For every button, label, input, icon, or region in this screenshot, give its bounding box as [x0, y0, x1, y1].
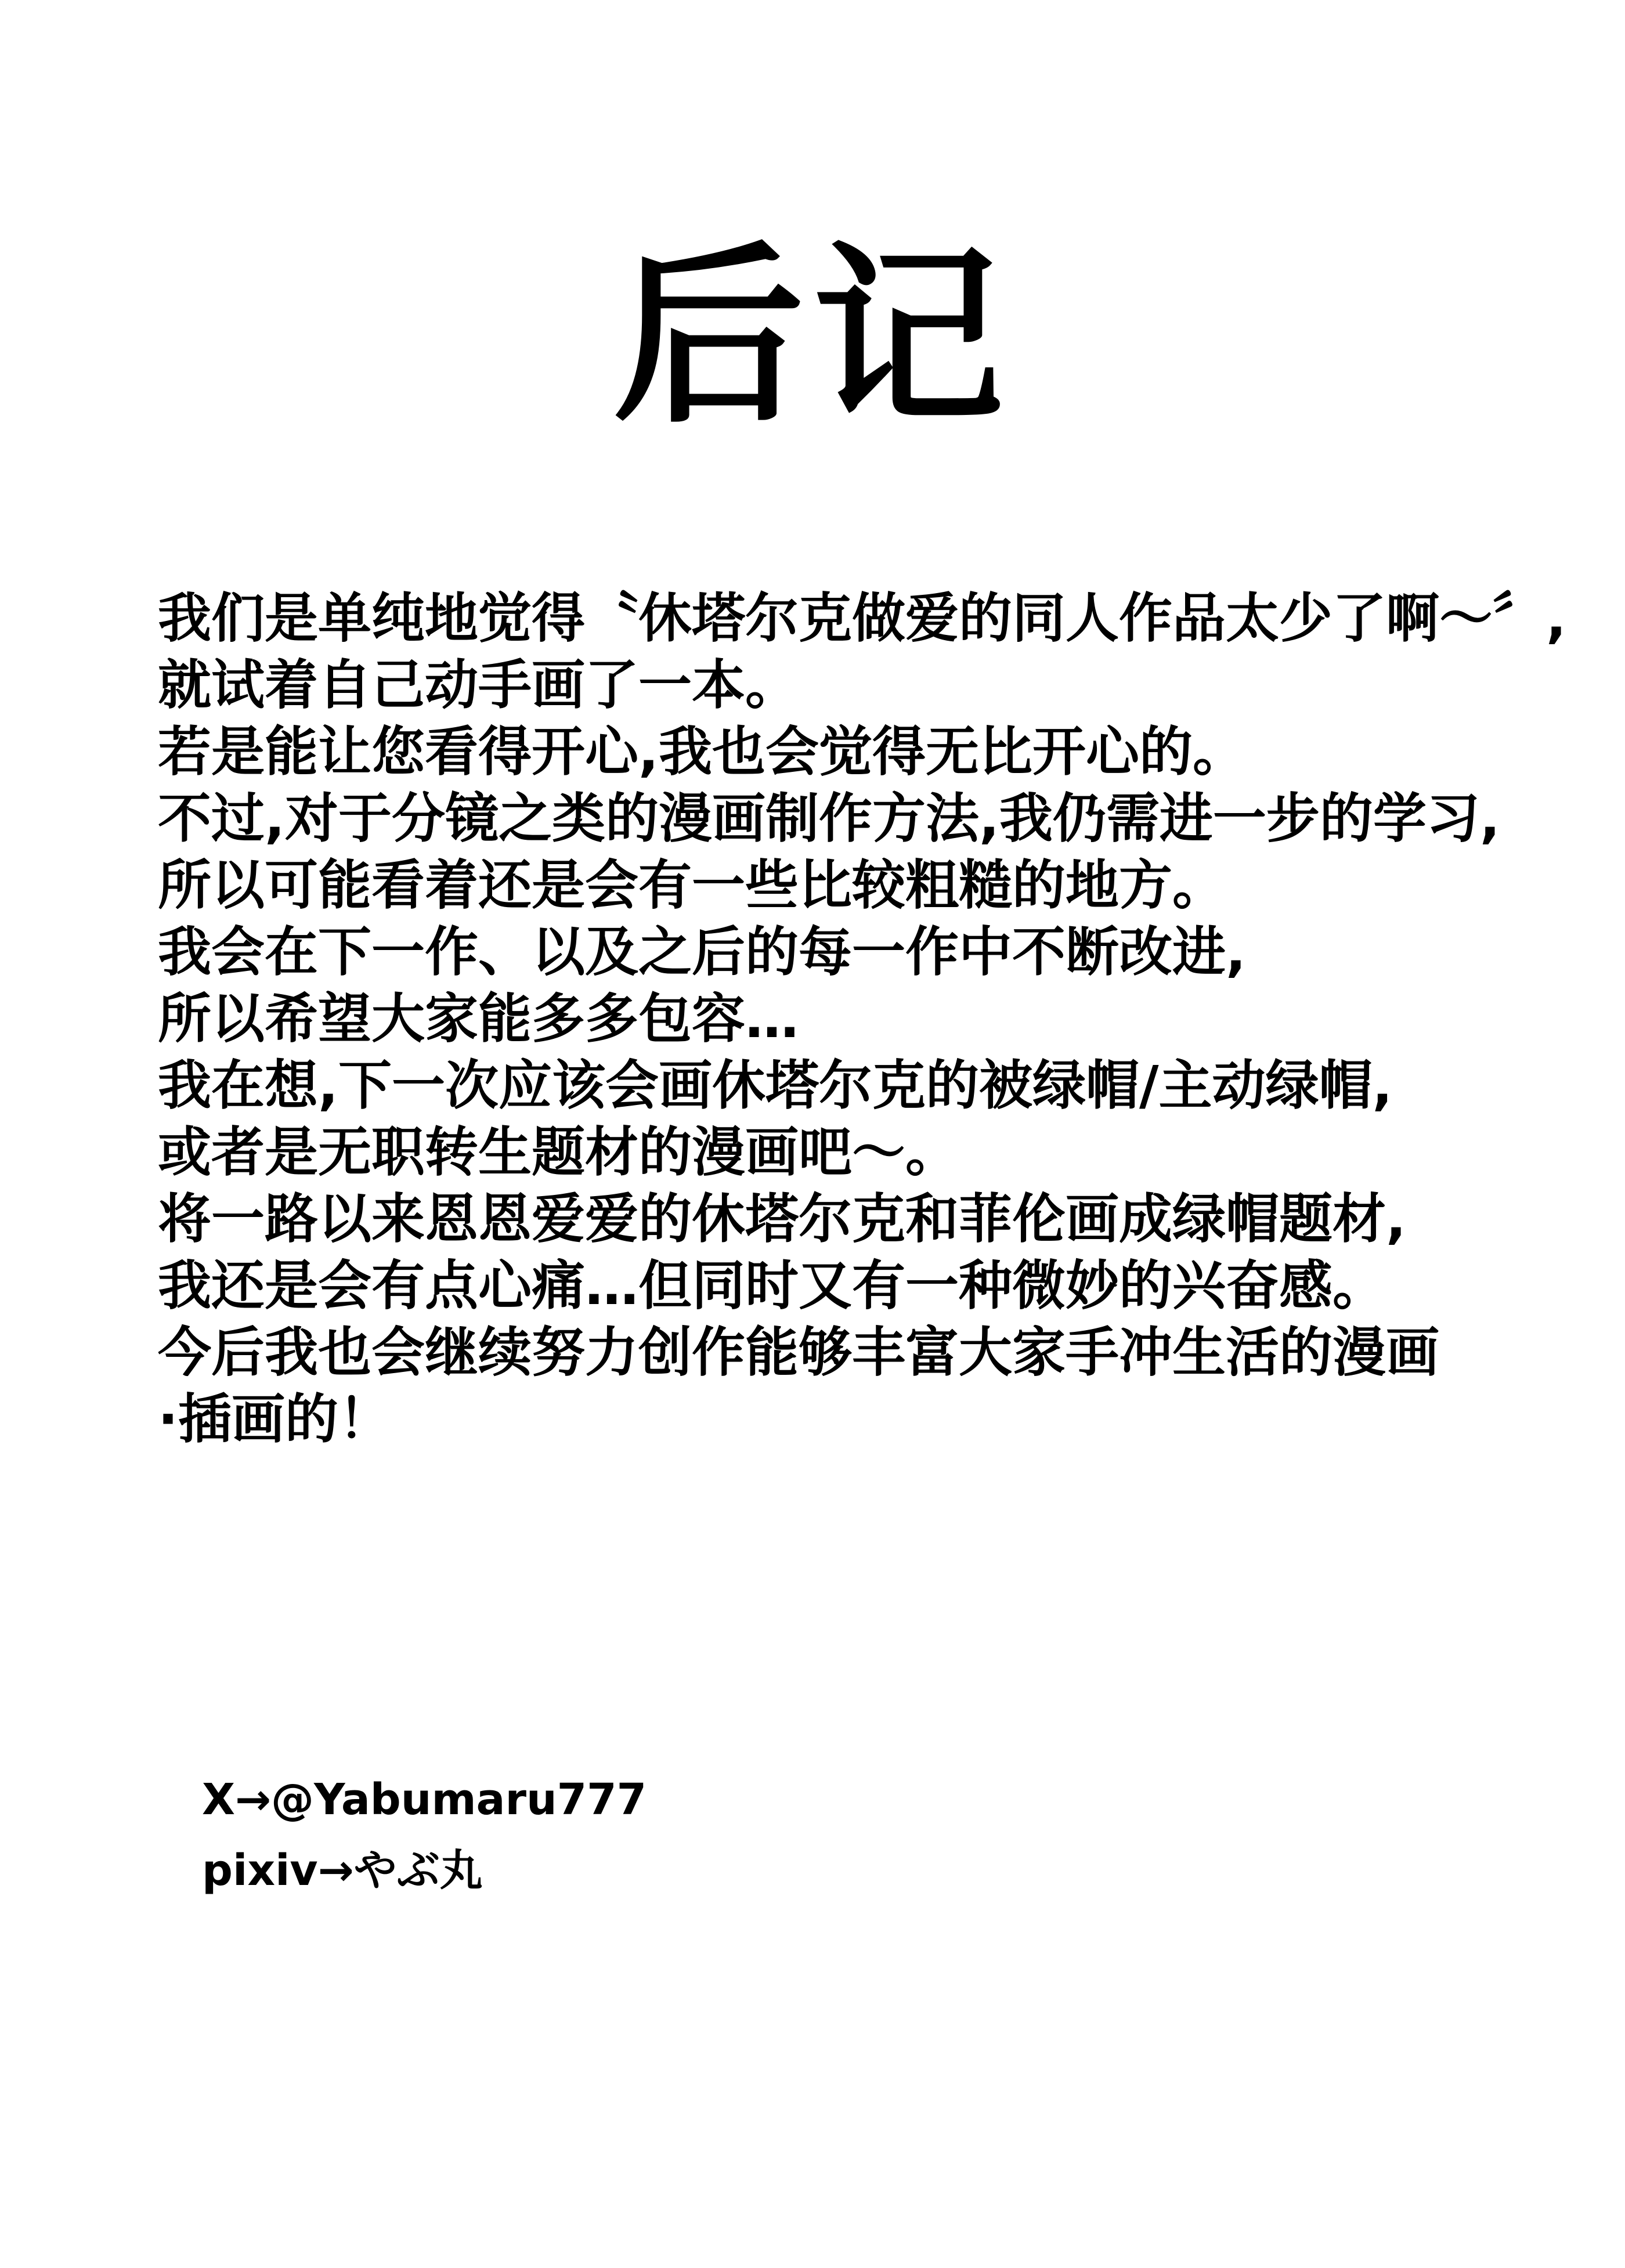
- body-line: 所以希望大家能多多包容…: [158, 988, 799, 1050]
- body-line: 就试着自己动手画了一本。: [158, 654, 799, 716]
- body-line: 或者是无职转生题材的漫画吧〜。: [158, 1121, 959, 1183]
- body-line: 今后我也会继续努力创作能够丰富大家手冲生活的漫画: [158, 1321, 1440, 1384]
- body-line: 我们是单纯地觉得〝休塔尔克做爱的同人作品太少了啊〜〞,: [158, 587, 1566, 649]
- body-line: 我还是会有点心痛…但同时又有一种微妙的兴奋感。: [158, 1255, 1386, 1317]
- body-line: 若是能让您看得开心,我也会觉得无比开心的。: [158, 721, 1246, 783]
- body-line: 所以可能看着还是会有一些比较粗糙的地方。: [158, 854, 1226, 916]
- body-line: 我会在下一作、以及之后的每一作中不断改进,: [158, 921, 1246, 983]
- contact-pixiv-handle: pixiv→やぶ丸: [202, 1846, 483, 1895]
- body-line: ·插画的！: [158, 1388, 392, 1450]
- afterword-body: [158, 585, 1579, 1453]
- body-line: 不过,对于分镜之类的漫画制作方法,我仍需进一步的学习,: [158, 788, 1500, 850]
- body-line: 将一路以来恩恩爱爱的休塔尔克和菲伦画成绿帽题材,: [158, 1188, 1406, 1250]
- author-contacts: [202, 1764, 647, 1906]
- page-title: 后记: [613, 226, 1012, 449]
- contact-x-handle: X→@Yabumaru777: [202, 1775, 647, 1825]
- body-line: 我在想,下一次应该会画休塔尔克的被绿帽/主动绿帽,: [158, 1054, 1393, 1117]
